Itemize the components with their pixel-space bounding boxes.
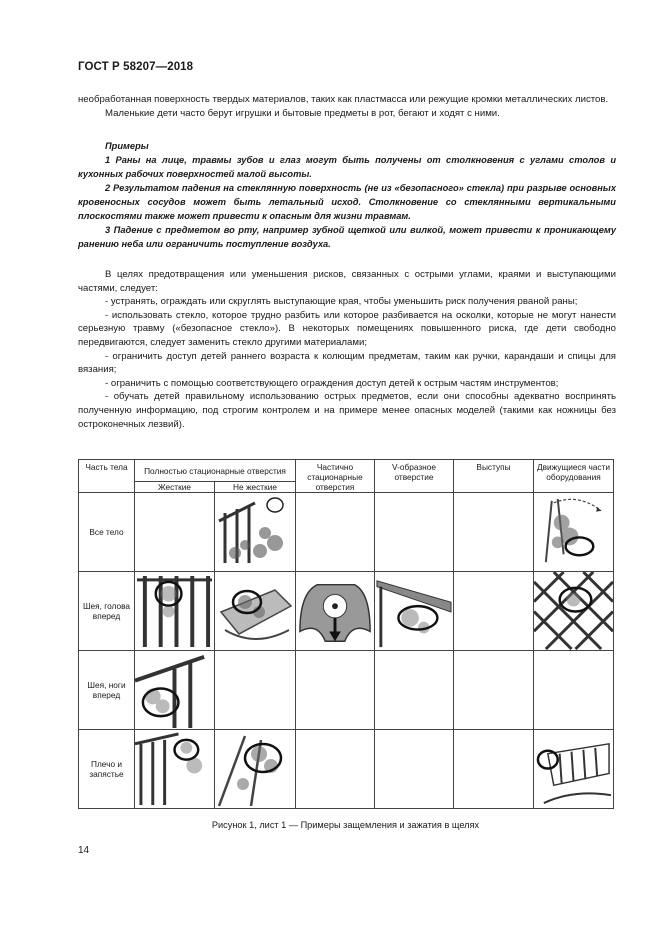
table-row xyxy=(79,493,614,572)
header-non-rigid: Не жесткие xyxy=(215,482,296,493)
illustration-swing-whole-body xyxy=(534,493,614,572)
bullet-2: - использовать стекло, которое трудно разбить или которое разбивается на осколки, которые не могут нанести серьезную травму («безопасное стекло»). В некоторых помещениях повышенного риска, где дети свободно передвигаются, следует заменить стекло другими материалами; xyxy=(78,309,616,348)
empty-cell xyxy=(215,651,296,730)
bullet-3: - ограничить доступ детей раннего возраста к колющим предметам, таким как ручки, карандаши и спицы для вязания; xyxy=(78,350,616,376)
empty-cell xyxy=(296,651,375,730)
page-number: 14 xyxy=(78,845,90,856)
bullet-1: - устранять, ограждать или скруглять выступающие края, чтобы уменьшить риск получения рваной раны; xyxy=(105,296,578,308)
row-label-whole-body: Все тело xyxy=(79,493,135,572)
illustration-bars-head xyxy=(135,572,215,651)
empty-cell xyxy=(375,730,454,809)
table-row xyxy=(79,730,614,809)
header-body-part: Часть тела xyxy=(79,460,135,493)
examples-block xyxy=(78,139,616,251)
empty-cell xyxy=(296,730,375,809)
figure-caption: Рисунок 1, лист 1 — Примеры защемления и зажатия в щелях xyxy=(211,820,480,830)
empty-cell xyxy=(296,493,375,572)
empty-cell xyxy=(375,651,454,730)
table-row xyxy=(79,572,614,651)
empty-cell xyxy=(454,493,534,572)
paragraph-1: необработанная поверхность твердых материалов, таких как пластмасса или режущие кромки металлических листов. xyxy=(78,94,609,105)
bullet-4: - ограничить с помощью соответствующего ограждения доступ детей к острым частям инструментов; xyxy=(105,377,559,389)
row-label-neck-feet-first: Шея, ноги вперед xyxy=(79,651,135,730)
entrapment-figure-table xyxy=(78,459,614,809)
illustration-v-opening-head xyxy=(375,572,454,651)
example-2: 2 Результатом падения на стеклянную поверхность (не из «безопасного» стекла) при разрыве основных кровеносных сосудов может быть летальный исход. Столкновение со стеклянными вертикальными плоскостями также может привести к опасным для жизни травмам. xyxy=(78,183,616,221)
illustration-cradle-arm xyxy=(534,730,614,809)
illustration-crib-whole-body xyxy=(215,493,296,572)
header-fully-fixed-openings: Полностью стационарные отверстия xyxy=(135,460,296,482)
header-rigid: Жесткие xyxy=(135,482,215,493)
empty-cell xyxy=(375,493,454,572)
empty-cell xyxy=(534,651,614,730)
header-partly-fixed-openings: Частично стационарные отверстия xyxy=(296,460,375,493)
standard-header: ГОСТ Р 58207—2018 xyxy=(78,61,194,73)
table-row xyxy=(79,651,614,730)
example-1: 1 Раны на лице, травмы зубов и глаз могут быть получены от столкновения с углами столов и кухонных рабочих поверхностей малой высоты. xyxy=(78,155,616,179)
header-protrusions: Выступы xyxy=(454,460,534,493)
paragraph-3: В целях предотвращения или уменьшения рисков, связанных с острыми углами, краями и выступающими частями, следует: xyxy=(78,269,616,294)
header-moving-parts: Движущиеся части оборудования xyxy=(534,460,614,493)
row-label-neck-head-first: Шея, голова вперед xyxy=(79,572,135,651)
empty-cell xyxy=(454,730,534,809)
intro-text xyxy=(78,93,616,121)
examples-title: Примеры xyxy=(105,141,149,151)
empty-cell xyxy=(135,493,215,572)
header-v-shaped-opening: V-образное отверстие xyxy=(375,460,454,493)
paragraph-2: Маленькие дети часто берут игрушки и бытовые предметы в рот, бегают и ходят с ними. xyxy=(105,108,500,119)
illustration-frame-arm xyxy=(215,730,296,809)
example-3: 3 Падение с предметом во рту, например зубной щеткой или вилкой, может привести к проникающему ранению неба или ограничить поступление воздуха. xyxy=(78,225,616,249)
empty-cell xyxy=(454,651,534,730)
illustration-stroller-head xyxy=(215,572,296,651)
recommendations-text xyxy=(78,268,616,431)
bullet-5: - обучать детей правильному использованию острых предметов, если они способны адекватно воспринять полученную информацию, под строгим контролем и на примере менее опасных моделей (такими как ножницы без остроконечных лезвий). xyxy=(78,391,616,430)
illustration-lattice-head xyxy=(534,572,614,651)
row-label-shoulder-wrist: Плечо и запястье xyxy=(79,730,135,809)
illustration-partial-opening-head xyxy=(296,572,375,651)
illustration-bars-arm xyxy=(135,730,215,809)
illustration-bars-feet xyxy=(135,651,215,730)
empty-cell xyxy=(454,572,534,651)
